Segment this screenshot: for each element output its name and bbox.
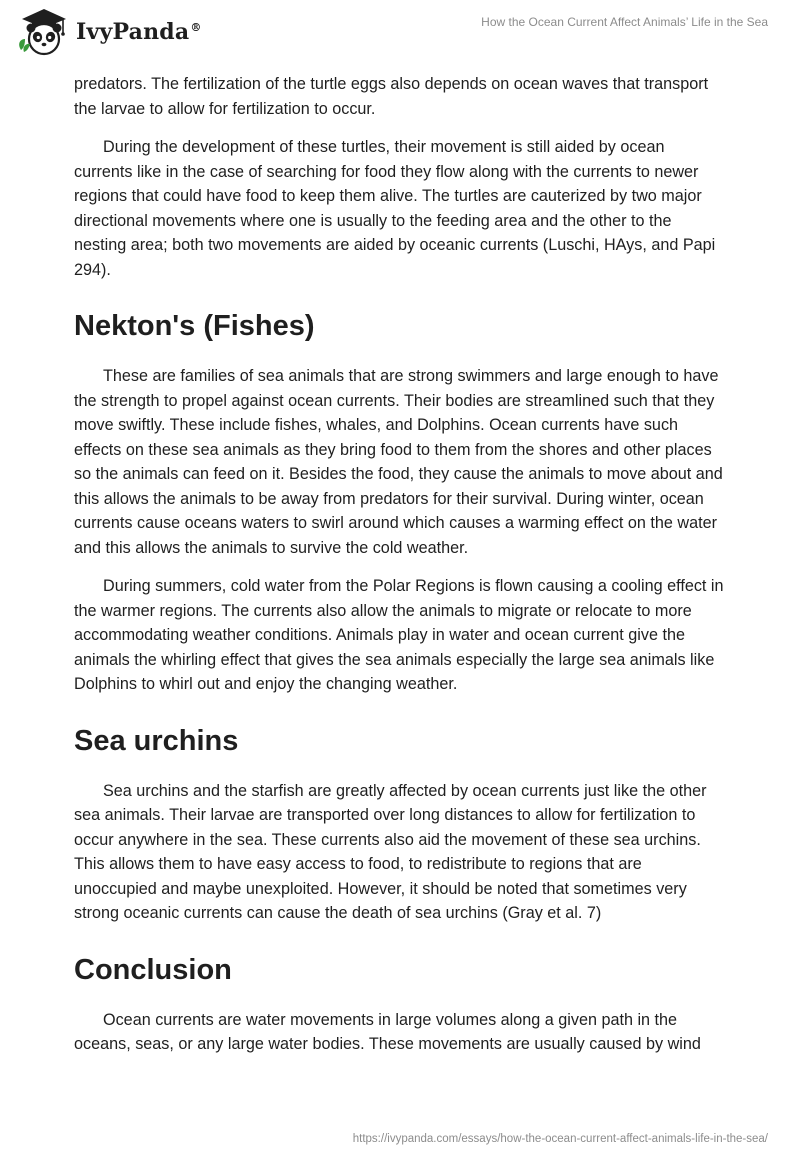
registered-mark: ® — [190, 20, 202, 34]
site-logo[interactable] — [14, 6, 202, 56]
section-heading-conclusion: Conclusion — [74, 953, 232, 986]
page-header — [0, 0, 800, 70]
source-url[interactable]: https://ivypanda.com/essays/how-the-ocean-current-affect-animals-life-in-the-sea/ — [352, 1133, 768, 1145]
paragraph: These are families of sea animals that are strong swimmers and large enough to have the strength to propel against ocean currents. Their bodies are streamlined such that they move swiftly. These include fishes, whales, and Dolphins. Ocean currents have such effects on these sea animals as they bring food to them from the shores and other places so the animals can feed on it. Besides the food, they cause the animals to move about and this allows the animals to be away from predators for their survival. During winter, ocean currents cause oceans waters to swirl around which causes a warming effect on the water and this allows the animals to survive the cold weather. — [74, 367, 723, 557]
panda-logo-icon — [14, 6, 72, 56]
paragraph: predators. The fertilization of the turtle eggs also depends on ocean waves that transport the larvae to allow for fertilization to occur. — [74, 75, 709, 118]
logo-text: IvyPanda — [76, 19, 190, 45]
section-heading-nekton: Nekton's (Fishes) — [74, 310, 315, 342]
logo-wordmark — [76, 19, 202, 45]
paragraph: Sea urchins and the starfish are greatly affected by ocean currents just like the other sea animals. Their larvae are transported over long distances to allow for fertilization to occur anywhere in the sea. These currents also aid the movement of these sea urchins. This allows them to have easy access to food, to redistribute to regions that are unoccupied and maybe unexploited. However, it should be noted that sometimes very strong oceanic currents can cause the death of sea urchins (Gray et al. 7) — [74, 781, 707, 922]
running-title: How the Ocean Current Affect Animals’ Life in the Sea — [481, 15, 768, 29]
paragraph: During summers, cold water from the Polar Regions is flown causing a cooling effect in the warmer regions. The currents also allow the animals to migrate or relocate to more accommodating weather conditions. Animals play in water and ocean current give the animals the whirling effect that gives the sea animals especially the large sea animals like Dolphins to whirl out and enjoy the changing weather. — [74, 577, 724, 693]
section-heading-sea-urchins: Sea urchins — [74, 724, 239, 757]
essay-body — [74, 72, 726, 1071]
paragraph: During the development of these turtles, their movement is still aided by ocean currents like in the case of searching for food they flow along with the currents to newer regions that could have food to keep them alive. The turtles are cauterized by two major directional movements where one is usually to the feeding area and the other to the nesting area; both two movements are aided by oceanic currents (Luschi, HAys, and Papi 294). — [74, 138, 716, 279]
paragraph: Ocean currents are water movements in large volumes along a given path in the oceans, seas, or any large water bodies. These movements are usually caused by wind — [74, 1010, 701, 1053]
